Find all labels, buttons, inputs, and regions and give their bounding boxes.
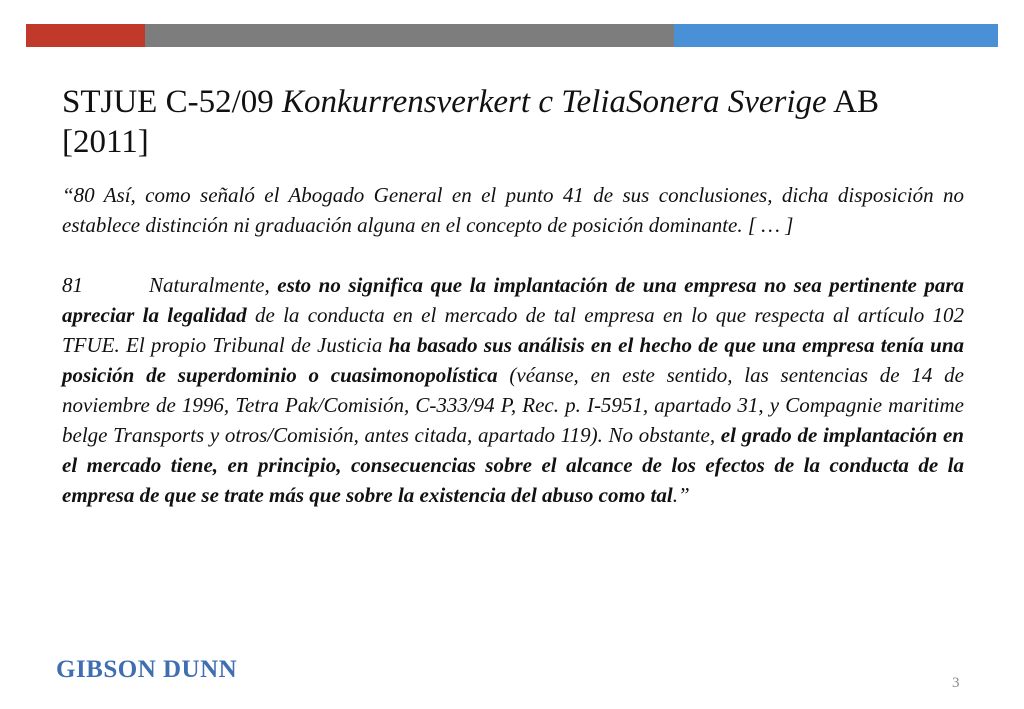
paragraph-81-bold-3: el grado de implantación en el mercado tiene, en principio, consecuencias sobre el alcance de los efectos de la conducta de la empresa de que se trate más que sobre la existencia del abuso como tal <box>62 423 964 507</box>
paragraph-81-text-3: (véanse, en este sentido, las sentencias de 14 de noviembre de 1996, Tetra Pak/Comisión, C-333/94 P, Rec. p. I-5951, apartado 31, y Compagnie maritime belge Transports y otros/Comisión, antes citada, apartado 119). No obstante, <box>62 363 964 447</box>
paragraph-81 <box>62 270 964 510</box>
gibson-dunn-logo: GIBSON DUNN <box>56 656 238 683</box>
page-number: 3 <box>952 675 960 691</box>
title-suffix: AB [2011] <box>62 84 879 160</box>
paragraph-81-bold-2: ha basado sus análisis en el hecho de que una empresa tenía una posición de superdominio o cuasimonopolística <box>62 333 964 387</box>
quoted-judgment-text <box>62 180 964 510</box>
slide-title <box>62 82 962 162</box>
paragraph-81-number: 81 <box>62 273 83 297</box>
title-case-name: Konkurrensverkert c TeliaSonera Sverige <box>282 84 827 120</box>
header-bar-blue-segment <box>674 24 998 47</box>
header-bar-red-segment <box>26 24 145 47</box>
paragraph-80: “80 Así, como señaló el Abogado General en el punto 41 de sus conclusiones, dicha disposición no establece distinción ni graduación alguna en el concepto de posición dominante. [ … ] <box>62 183 964 237</box>
paragraph-81-text-4: .” <box>672 483 690 507</box>
title-prefix: STJUE C-52/09 <box>62 84 283 120</box>
paragraph-81-text-1: Naturalmente, <box>149 273 278 297</box>
header-bar-gray-segment <box>145 24 674 47</box>
paragraph-81-bold-1: esto no significa que la implantación de una empresa no sea pertinente para apreciar la legalidad <box>62 273 965 327</box>
header-color-bar <box>26 24 998 47</box>
paragraph-81-text-2: de la conducta en el mercado de tal empresa en lo que respecta al artículo 102 TFUE. El propio Tribunal de Justicia <box>62 303 965 357</box>
